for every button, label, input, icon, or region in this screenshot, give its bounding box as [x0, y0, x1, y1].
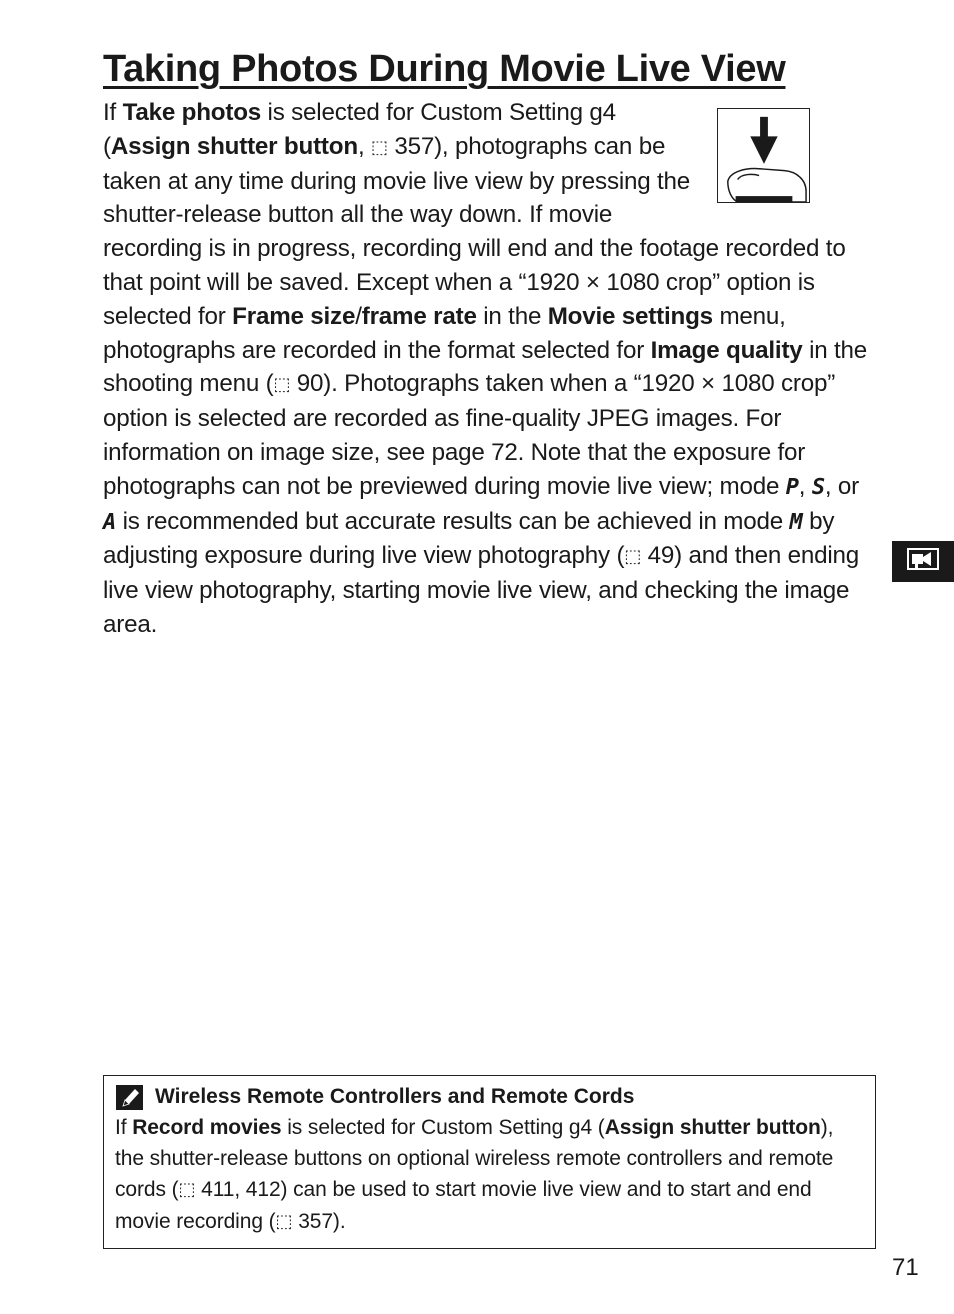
book-icon: ⬚	[370, 136, 388, 157]
note-header	[115, 1082, 864, 1112]
note-box	[103, 1075, 876, 1249]
mode-a-glyph: A	[103, 509, 117, 535]
mode-s-glyph: S	[811, 474, 825, 500]
book-icon: ⬚	[624, 546, 642, 567]
page-title: Taking Photos During Movie Live View	[103, 48, 786, 90]
page-number: 71	[892, 1254, 919, 1281]
pencil-icon	[115, 1084, 144, 1111]
book-icon: ⬚	[273, 374, 291, 395]
note-text: If Record movies is selected for Custom Setting g4 (Assign shutter button), the shutter-release buttons on optional wireless remote controllers and remote cords (⬚ 411, 412) can be used to start movie live view and to start and end movie recording (⬚ 357).	[115, 1113, 864, 1237]
book-icon: ⬚	[178, 1179, 196, 1199]
body-paragraph: If Take photos is selected for Custom Setting g4 (Assign shutter button, ⬚ 357), photographs can be taken at any time during movie live view by pressing the shutter-release button all the way down. If movie recording is in progress, recording will end and the footage recorded to that point will be saved. Except when a “1920 × 1080 crop” option is selected for Frame size/frame rate in the Movie settings menu, photographs are recorded in the format selected for Image quality in the shooting menu (⬚ 90). Photographs taken when a “1920 × 1080 crop” option is selected are recorded as fine-quality JPEG images. For information on image size, see page 72. Note that the exposure for photographs can not be previewed during movie live view; mode P, S, or A is recommended but accurate results can be achieved in mode M by adjusting exposure during live view photography (⬚ 49) and then ending live view photography, starting movie live view, and checking the image area.	[103, 99, 868, 638]
shutter-press-icon	[717, 108, 810, 203]
mode-m-glyph: M	[789, 509, 803, 535]
section-tab	[892, 541, 954, 582]
mode-p-glyph: P	[785, 474, 799, 500]
movie-camera-icon	[906, 546, 940, 577]
book-icon: ⬚	[275, 1210, 293, 1231]
note-title: Wireless Remote Controllers and Remote Cords	[155, 1085, 635, 1108]
